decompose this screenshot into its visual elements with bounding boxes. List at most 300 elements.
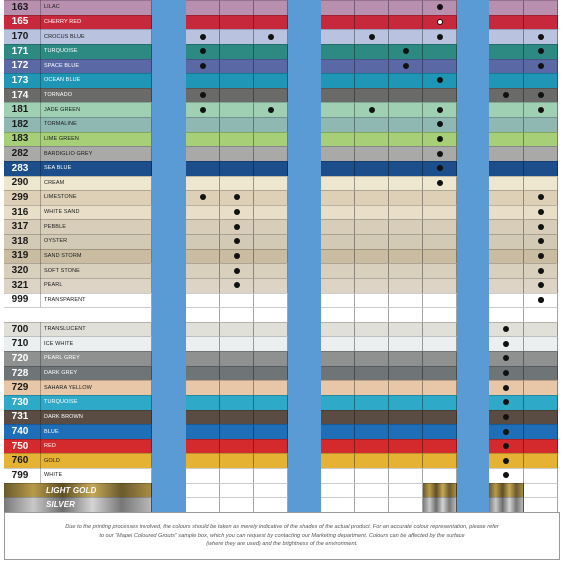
product-cell <box>389 205 423 220</box>
product-cell <box>220 29 254 44</box>
product-cell <box>186 395 220 410</box>
product-cell <box>423 410 457 425</box>
column-separator <box>152 468 186 483</box>
colour-code: 740 <box>11 426 29 438</box>
product-cell <box>355 395 389 410</box>
colour-code: 174 <box>11 89 29 101</box>
product-cell <box>254 424 288 439</box>
product-cell <box>389 15 423 30</box>
colour-code: 700 <box>11 323 29 335</box>
colour-row-321 <box>0 278 564 293</box>
column-separator <box>457 146 489 161</box>
colour-row-299 <box>0 190 564 205</box>
availability-dot <box>538 63 544 69</box>
product-cell <box>220 293 254 308</box>
colour-row-173 <box>0 73 564 88</box>
product-cell <box>186 468 220 483</box>
colour-row-720 <box>0 351 564 366</box>
product-cell <box>186 307 220 322</box>
colour-name: OYSTER <box>44 238 68 245</box>
column-separator <box>457 293 489 308</box>
column-separator <box>457 176 489 191</box>
colour-row-728 <box>0 366 564 381</box>
colour-name: TORNADO <box>44 92 73 99</box>
availability-dot <box>503 399 509 405</box>
column-separator <box>288 307 321 322</box>
product-cell <box>186 424 220 439</box>
product-cell <box>186 483 220 498</box>
product-cell <box>321 410 355 425</box>
availability-dot <box>200 63 206 69</box>
product-cell <box>321 293 355 308</box>
colour-row-165 <box>0 15 564 30</box>
product-cell <box>524 497 558 512</box>
colour-name: SAHARA YELLOW <box>44 384 92 391</box>
column-separator <box>457 88 489 103</box>
product-cell <box>389 483 423 498</box>
product-cell <box>220 395 254 410</box>
column-separator <box>288 468 321 483</box>
product-cell <box>186 73 220 88</box>
product-cell <box>321 453 355 468</box>
availability-dot <box>200 107 206 113</box>
column-separator <box>288 190 321 205</box>
colour-code: 163 <box>11 1 29 13</box>
availability-dot <box>503 355 509 361</box>
product-cell <box>524 117 558 132</box>
column-separator <box>457 395 489 410</box>
product-cell <box>254 0 288 15</box>
product-cell <box>186 366 220 381</box>
availability-dot <box>437 77 443 83</box>
product-cell <box>423 351 457 366</box>
column-separator <box>152 453 186 468</box>
product-cell <box>423 278 457 293</box>
product-cell <box>220 176 254 191</box>
colour-code: 731 <box>11 411 29 423</box>
product-cell <box>220 424 254 439</box>
product-cell <box>186 0 220 15</box>
product-cell <box>389 439 423 454</box>
colour-code: 173 <box>11 74 29 86</box>
column-separator <box>288 15 321 30</box>
colour-name: PEARL <box>44 282 63 289</box>
product-cell <box>186 497 220 512</box>
product-cell <box>524 380 558 395</box>
availability-dot <box>538 224 544 230</box>
product-cell <box>186 263 220 278</box>
column-separator <box>152 497 186 512</box>
colour-code: 165 <box>11 16 29 28</box>
availability-dot <box>200 34 206 40</box>
product-cell <box>489 483 524 498</box>
column-separator <box>457 497 489 512</box>
colour-code: 728 <box>11 367 29 379</box>
product-cell <box>254 176 288 191</box>
product-cell <box>423 59 457 74</box>
product-cell <box>389 263 423 278</box>
colour-code: 799 <box>11 469 29 481</box>
product-cell <box>389 322 423 337</box>
column-separator <box>152 439 186 454</box>
column-separator <box>457 73 489 88</box>
column-separator <box>288 29 321 44</box>
column-separator <box>152 424 186 439</box>
product-cell <box>254 439 288 454</box>
availability-dot <box>538 282 544 288</box>
column-separator <box>152 293 186 308</box>
colour-row-163 <box>0 0 564 15</box>
product-cell <box>220 0 254 15</box>
colour-name: WHITE <box>44 472 63 479</box>
product-cell <box>186 380 220 395</box>
product-cell <box>389 424 423 439</box>
product-cell <box>254 205 288 220</box>
product-cell <box>355 73 389 88</box>
product-cell <box>220 73 254 88</box>
product-cell <box>220 117 254 132</box>
availability-dot <box>437 107 443 113</box>
colour-name: SPACE BLUE <box>44 62 80 69</box>
product-cell <box>355 146 389 161</box>
product-cell <box>220 146 254 161</box>
product-cell <box>524 395 558 410</box>
availability-dot <box>200 48 206 54</box>
product-cell <box>389 117 423 132</box>
colour-row-174 <box>0 88 564 103</box>
availability-dot <box>503 326 509 332</box>
availability-dot <box>538 253 544 259</box>
colour-name: LILAC <box>44 4 60 11</box>
product-cell <box>321 395 355 410</box>
availability-dot <box>234 268 240 274</box>
column-separator <box>457 102 489 117</box>
product-cell <box>489 44 524 59</box>
product-cell <box>489 219 524 234</box>
product-cell <box>254 146 288 161</box>
product-cell <box>321 73 355 88</box>
product-cell <box>220 380 254 395</box>
product-cell <box>389 88 423 103</box>
column-separator <box>457 29 489 44</box>
availability-dot <box>503 414 509 420</box>
colour-row-183 <box>0 132 564 147</box>
product-cell <box>423 190 457 205</box>
product-cell <box>186 293 220 308</box>
column-separator <box>152 29 186 44</box>
column-separator <box>288 146 321 161</box>
availability-dot <box>538 209 544 215</box>
product-cell <box>321 366 355 381</box>
product-cell <box>254 497 288 512</box>
product-cell <box>220 15 254 30</box>
colour-code: 316 <box>11 206 29 218</box>
product-cell <box>321 351 355 366</box>
column-separator <box>288 380 321 395</box>
colour-code: 999 <box>11 294 29 306</box>
product-cell <box>489 102 524 117</box>
column-separator <box>288 161 321 176</box>
product-cell <box>321 15 355 30</box>
colour-row-181 <box>0 102 564 117</box>
availability-dot <box>200 92 206 98</box>
product-cell <box>321 190 355 205</box>
column-separator <box>457 0 489 15</box>
colour-code: 730 <box>11 396 29 408</box>
product-cell <box>524 73 558 88</box>
column-separator <box>288 117 321 132</box>
product-cell <box>389 468 423 483</box>
product-cell <box>489 29 524 44</box>
column-separator <box>152 263 186 278</box>
product-cell <box>321 249 355 264</box>
product-cell <box>321 497 355 512</box>
product-cell <box>389 132 423 147</box>
product-cell <box>389 190 423 205</box>
product-cell <box>321 29 355 44</box>
column-separator <box>152 59 186 74</box>
availability-dot <box>437 151 443 157</box>
column-separator <box>152 0 186 15</box>
product-cell <box>355 439 389 454</box>
availability-dot <box>538 48 544 54</box>
column-separator <box>152 336 186 351</box>
column-separator <box>288 88 321 103</box>
product-cell <box>389 234 423 249</box>
column-separator <box>288 497 321 512</box>
colour-row-760 <box>0 453 564 468</box>
product-cell <box>254 88 288 103</box>
column-separator <box>288 44 321 59</box>
column-separator <box>152 483 186 498</box>
product-cell <box>355 351 389 366</box>
column-separator <box>288 322 321 337</box>
product-cell <box>423 263 457 278</box>
column-separator <box>152 395 186 410</box>
product-cell <box>254 249 288 264</box>
column-separator <box>152 161 186 176</box>
product-cell <box>355 468 389 483</box>
product-cell <box>254 132 288 147</box>
availability-dot <box>234 194 240 200</box>
product-cell <box>355 205 389 220</box>
product-cell <box>186 205 220 220</box>
product-cell <box>355 190 389 205</box>
product-cell <box>321 322 355 337</box>
product-cell <box>186 146 220 161</box>
column-separator <box>457 439 489 454</box>
product-cell <box>389 219 423 234</box>
product-cell <box>220 102 254 117</box>
product-cell <box>254 59 288 74</box>
availability-dot <box>403 63 409 69</box>
product-cell <box>489 15 524 30</box>
product-cell <box>355 219 389 234</box>
product-cell <box>220 439 254 454</box>
colour-row-700 <box>0 322 564 337</box>
product-cell <box>186 117 220 132</box>
disclaimer-line-2: to our “Mapei Coloured Grouts” sample box, which you can request by contacting our Marketing department. Colours can be affected by the surface <box>99 532 465 539</box>
availability-dot <box>268 34 274 40</box>
colour-code: 290 <box>11 177 29 189</box>
product-cell <box>389 336 423 351</box>
column-separator <box>152 234 186 249</box>
product-cell <box>220 453 254 468</box>
product-cell <box>389 380 423 395</box>
column-separator <box>288 395 321 410</box>
product-cell <box>489 263 524 278</box>
colour-name: TURQUOISE <box>44 48 78 55</box>
column-separator <box>457 219 489 234</box>
availability-dot <box>437 136 443 142</box>
product-cell <box>423 395 457 410</box>
product-cell <box>423 424 457 439</box>
colour-name: LIMESTONE <box>44 194 77 201</box>
product-cell <box>254 351 288 366</box>
product-cell <box>524 336 558 351</box>
product-cell <box>355 88 389 103</box>
product-cell <box>389 161 423 176</box>
product-cell <box>389 293 423 308</box>
product-cell <box>321 278 355 293</box>
colour-name: SEA BLUE <box>44 165 72 172</box>
column-separator <box>152 219 186 234</box>
column-separator <box>288 102 321 117</box>
product-cell <box>489 117 524 132</box>
colour-row-light-gold <box>0 483 564 498</box>
product-cell <box>321 176 355 191</box>
product-cell <box>355 234 389 249</box>
product-cell <box>355 263 389 278</box>
colour-row-317 <box>0 219 564 234</box>
product-cell <box>321 59 355 74</box>
availability-dot <box>538 92 544 98</box>
product-cell <box>489 234 524 249</box>
product-cell <box>321 468 355 483</box>
product-cell <box>524 424 558 439</box>
product-cell <box>186 15 220 30</box>
product-cell <box>254 117 288 132</box>
product-cell <box>321 132 355 147</box>
column-separator <box>288 366 321 381</box>
product-cell <box>220 132 254 147</box>
column-separator <box>457 307 489 322</box>
availability-dot <box>538 238 544 244</box>
product-cell <box>423 249 457 264</box>
colour-code: 171 <box>11 45 29 57</box>
product-cell <box>220 322 254 337</box>
colour-code: 320 <box>11 265 29 277</box>
column-separator <box>152 249 186 264</box>
product-cell <box>254 410 288 425</box>
colour-row-750 <box>0 439 564 454</box>
colour-row-710 <box>0 336 564 351</box>
product-cell <box>355 249 389 264</box>
product-cell <box>254 73 288 88</box>
product-cell <box>423 234 457 249</box>
product-cell <box>220 483 254 498</box>
product-cell <box>220 88 254 103</box>
column-separator <box>457 59 489 74</box>
column-separator <box>152 102 186 117</box>
column-separator <box>457 234 489 249</box>
product-cell <box>355 293 389 308</box>
colour-row-999 <box>0 293 564 308</box>
availability-dot <box>234 238 240 244</box>
product-cell <box>220 59 254 74</box>
colour-row-740 <box>0 424 564 439</box>
colour-name: DARK BROWN <box>44 413 83 420</box>
colour-code: 170 <box>11 31 29 43</box>
availability-dot <box>234 209 240 215</box>
product-cell <box>489 132 524 147</box>
product-cell <box>186 219 220 234</box>
column-separator <box>457 44 489 59</box>
product-cell <box>389 249 423 264</box>
colour-row-729 <box>0 380 564 395</box>
product-cell <box>423 307 457 322</box>
product-cell <box>524 366 558 381</box>
colour-name: PEARL GREY <box>44 355 80 362</box>
product-cell <box>321 263 355 278</box>
column-separator <box>457 249 489 264</box>
product-cell <box>220 468 254 483</box>
colour-name: CROCUS BLUE <box>44 33 85 40</box>
product-cell <box>423 468 457 483</box>
colour-code: 283 <box>11 162 29 174</box>
product-cell <box>389 366 423 381</box>
colour-code: 318 <box>11 235 29 247</box>
product-cell <box>254 293 288 308</box>
product-cell <box>355 59 389 74</box>
column-separator <box>457 263 489 278</box>
product-cell <box>423 219 457 234</box>
product-cell <box>186 439 220 454</box>
colour-name: BLUE <box>44 428 59 435</box>
availability-dot <box>234 253 240 259</box>
column-separator <box>288 132 321 147</box>
availability-dot <box>437 34 443 40</box>
colour-disclaimer <box>4 512 560 560</box>
colour-code: 750 <box>11 440 29 452</box>
product-cell <box>254 15 288 30</box>
product-cell <box>355 161 389 176</box>
product-cell <box>524 146 558 161</box>
column-separator <box>152 190 186 205</box>
colour-row-316 <box>0 205 564 220</box>
product-cell <box>355 424 389 439</box>
product-cell <box>524 439 558 454</box>
colour-code <box>4 497 36 512</box>
product-cell <box>389 497 423 512</box>
product-cell <box>524 161 558 176</box>
availability-dot <box>369 107 375 113</box>
column-separator <box>152 205 186 220</box>
availability-dot <box>538 34 544 40</box>
product-cell <box>489 59 524 74</box>
product-cell <box>254 219 288 234</box>
availability-dot <box>437 4 443 10</box>
availability-dot <box>437 165 443 171</box>
column-separator <box>288 205 321 220</box>
colour-code <box>4 483 36 498</box>
colour-name: OCEAN BLUE <box>44 77 81 84</box>
product-cell <box>489 307 524 322</box>
product-cell <box>423 453 457 468</box>
spacer-row <box>0 307 564 322</box>
product-cell <box>186 336 220 351</box>
product-cell <box>389 307 423 322</box>
